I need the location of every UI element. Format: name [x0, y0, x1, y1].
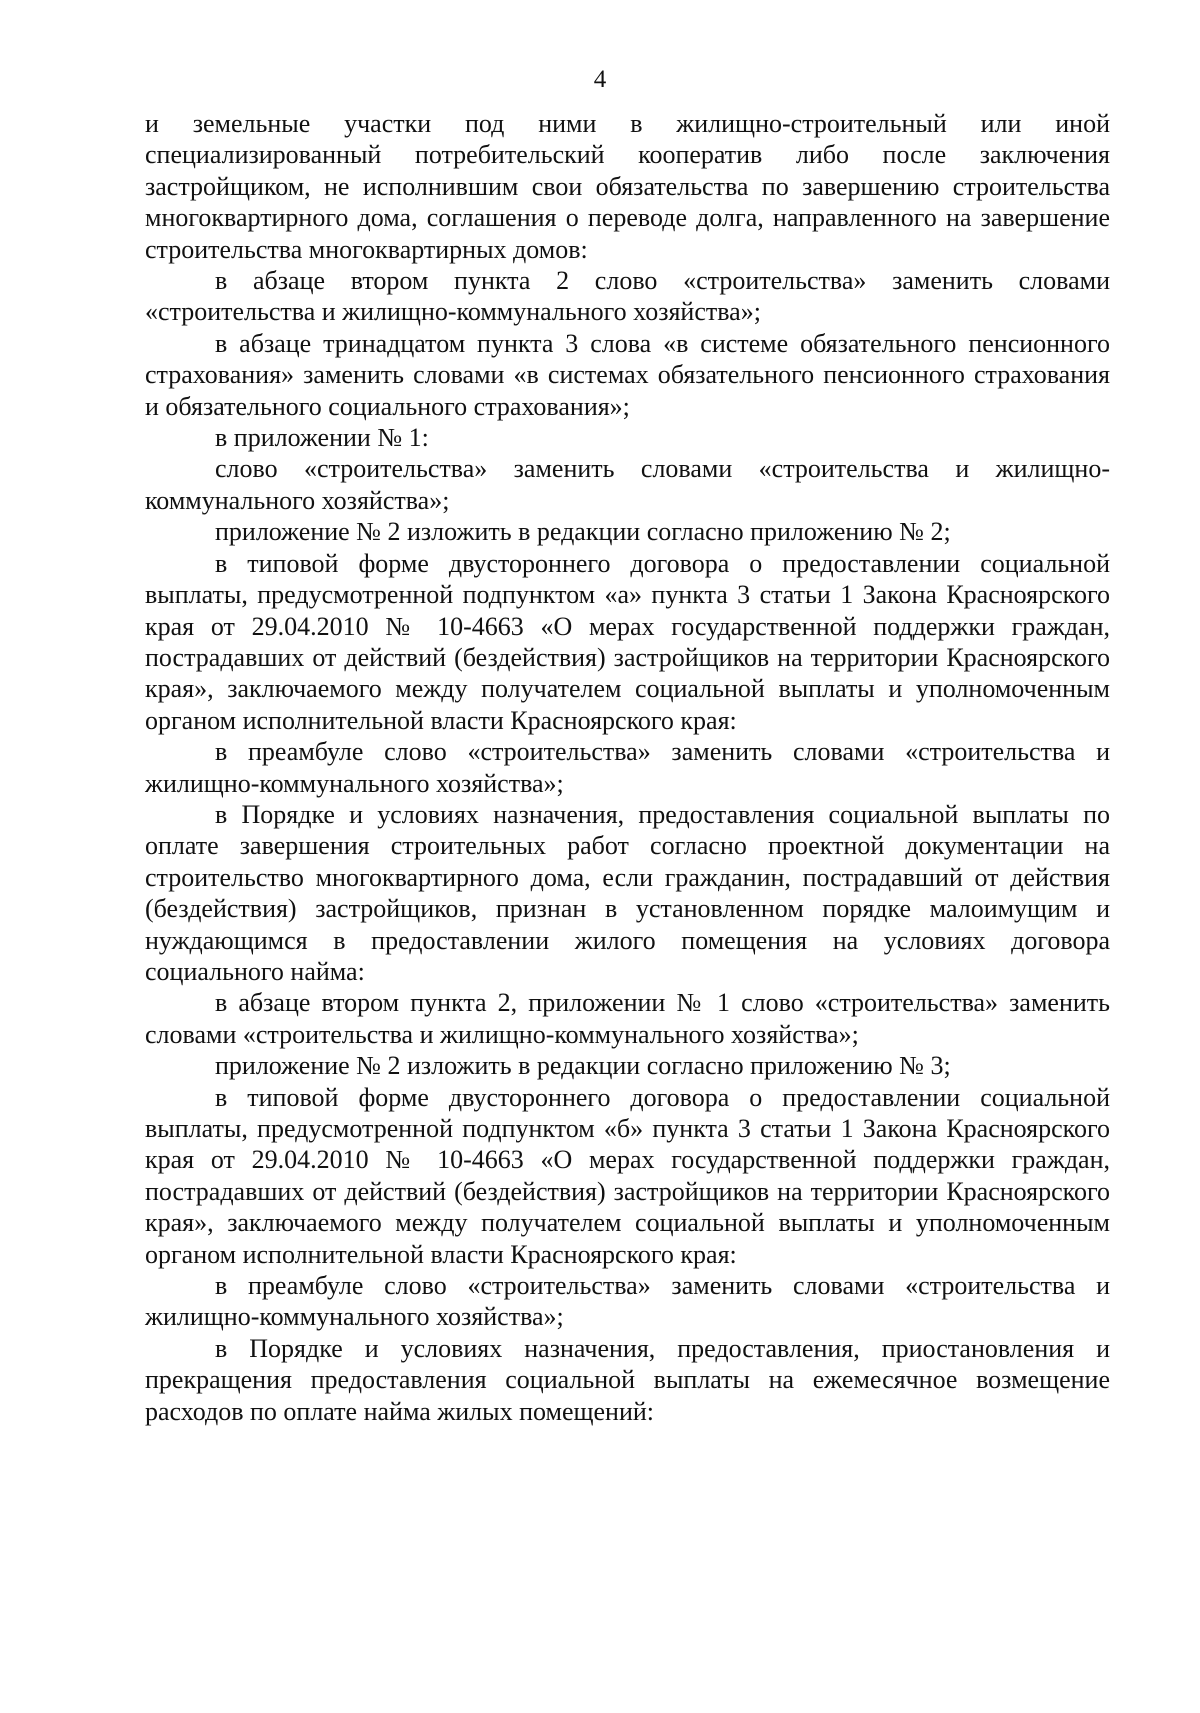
paragraph-3: в абзаце тринадцатом пункта 3 слова «в системе обязательного пенсионного страхования» заменить словами «в системах обязательного пенсионного страхования и обязательного социального страхования»; [145, 328, 1110, 421]
page-number: 4 [593, 66, 607, 93]
paragraph-4: в приложении № 1: [215, 423, 429, 453]
paragraph-13: в преамбуле слово «строительства» заменить словами «строительства и жилищно-коммунального хозяйства»; [145, 1271, 1110, 1332]
document-body [145, 108, 1110, 1427]
paragraph-7: в типовой форме двустороннего договора о предоставлении социальной выплаты, предусмотренной подпунктом «а» пункта 3 статьи 1 Закона Красноярского края от 29.04.2010 № 10-4663 «О мерах государственной поддержки граждан, пострадавших от действий (бездействия) застройщиков на территории Красноярского края», заключаемого между получателем социальной выплаты и уполномоченным органом исполнительной власти Красноярского края: [145, 548, 1110, 735]
paragraph-9: в Порядке и условиях назначения, предоставления социальной выплаты по оплате завершения строительных работ согласно проектной документации на строительство многоквартирного дома, если гражданин, пострадавший от действия (бездействия) застройщиков, признан в установленном порядке малоимущим и нуждающимся в предоставлении жилого помещения на условиях договора социального найма: [145, 799, 1110, 986]
paragraph-5: слово «строительства» заменить словами «строительства и жилищно-коммунального хозяйства»; [145, 454, 1110, 515]
paragraph-1: и земельные участки под ними в жилищно-строительный или иной специализированный потребительский кооператив либо после заключения застройщиком, не исполнившим свои обязательства по завершению строительства многоквартирного дома, соглашения о переводе долга, направленного на завершение строительства многоквартирных домов: [145, 109, 1110, 264]
paragraph-6: приложение № 2 изложить в редакции согласно приложению № 2; [215, 517, 951, 547]
paragraph-10: в абзаце втором пункта 2, приложении № 1 слово «строительства» заменить словами «строительства и жилищно-коммунального хозяйства»; [145, 988, 1110, 1049]
paragraph-11: приложение № 2 изложить в редакции согласно приложению № 3; [215, 1051, 951, 1081]
paragraph-12: в типовой форме двустороннего договора о предоставлении социальной выплаты, предусмотренной подпунктом «б» пункта 3 статьи 1 Закона Красноярского края от 29.04.2010 № 10-4663 «О мерах государственной поддержки граждан, пострадавших от действий (бездействия) застройщиков на территории Красноярского края», заключаемого между получателем социальной выплаты и уполномоченным органом исполнительной власти Красноярского края: [145, 1082, 1110, 1269]
paragraph-8: в преамбуле слово «строительства» заменить словами «строительства и жилищно-коммунального хозяйства»; [145, 737, 1110, 798]
paragraph-14: в Порядке и условиях назначения, предоставления, приостановления и прекращения предоставления социальной выплаты на ежемесячное возмещение расходов по оплате найма жилых помещений: [145, 1333, 1110, 1426]
paragraph-2: в абзаце втором пункта 2 слово «строительства» заменить словами «строительства и жилищно-коммунального хозяйства»; [145, 266, 1110, 327]
